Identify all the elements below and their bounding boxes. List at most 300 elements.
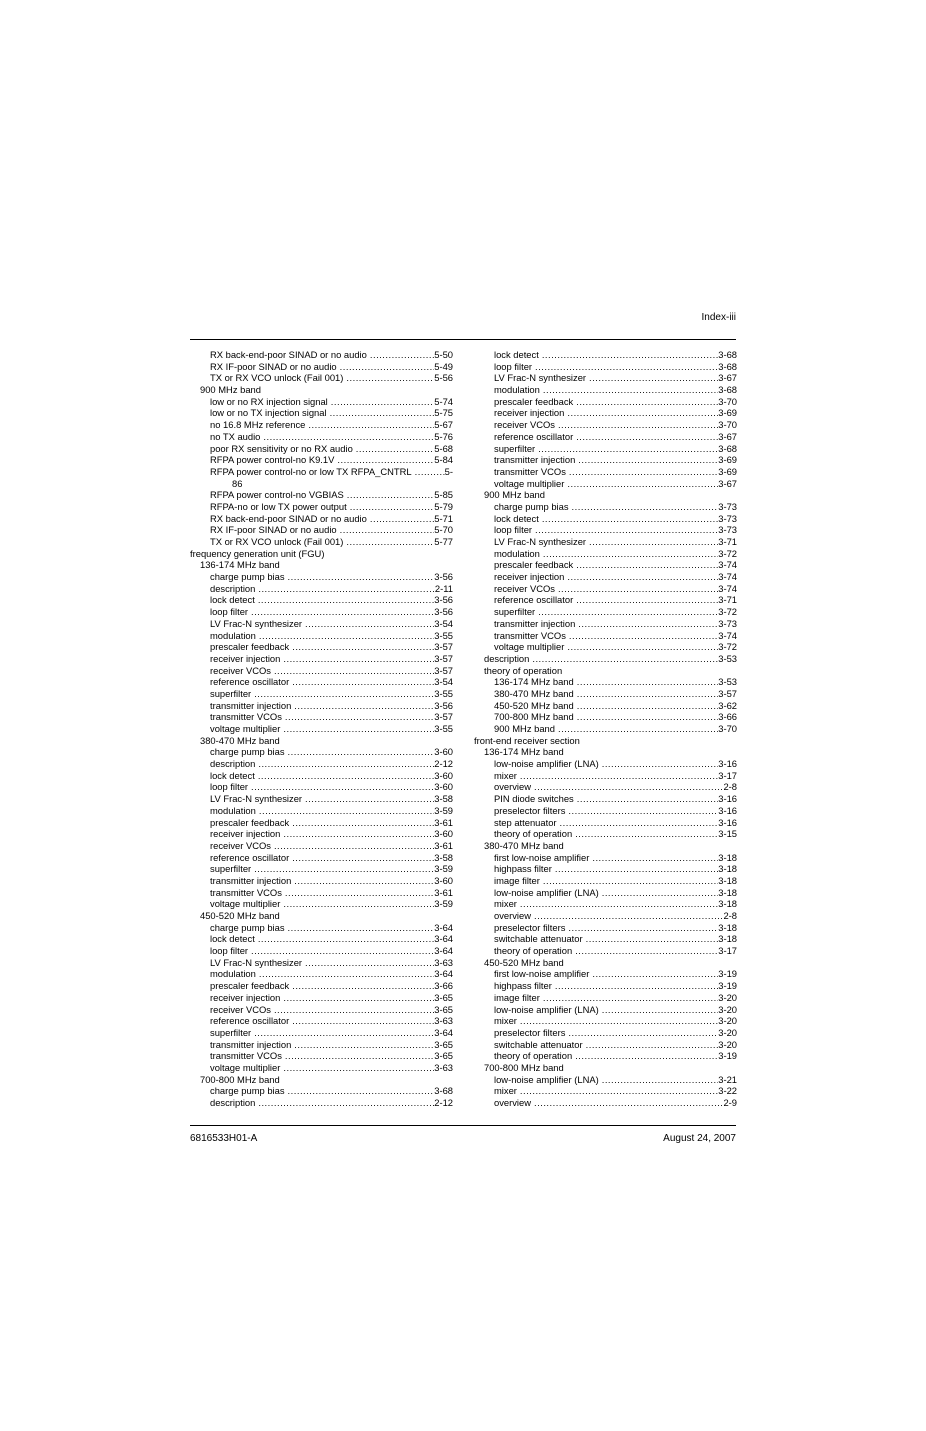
index-entry — [190, 676, 453, 688]
entry-term: highpass filter — [494, 863, 552, 875]
entry-term: charge pump bias — [210, 571, 285, 583]
entry-page-ref: 3-54 — [434, 617, 453, 629]
dot-leader — [574, 711, 718, 723]
index-entry — [190, 793, 453, 805]
dot-leader — [532, 361, 718, 373]
entry-page-ref: 3-55 — [434, 723, 453, 734]
dot-leader — [517, 770, 718, 782]
entry-term: RFPA power control-no K9.1V — [210, 454, 335, 466]
index-entry — [474, 618, 737, 630]
entry-page-ref: 5-74 — [434, 395, 453, 407]
index-entry — [474, 1015, 737, 1027]
entry-page-ref: 3-60 — [434, 746, 453, 758]
index-entry — [190, 957, 453, 969]
entry-page-ref: 5- — [444, 465, 453, 477]
entry-page-ref: 3-19 — [718, 1050, 737, 1062]
entry-term: theory of operation — [494, 828, 573, 840]
entry-page-ref: 3-71 — [718, 594, 737, 606]
index-entry — [474, 431, 737, 443]
index-entry — [474, 1050, 737, 1062]
entry-page-ref: 5-75 — [434, 407, 453, 419]
entry-term: front-end receiver section — [474, 734, 580, 746]
page-label: Index-iii — [701, 312, 736, 323]
entry-term: prescaler feedback — [210, 980, 290, 992]
index-entry — [190, 384, 453, 396]
index-entry — [190, 875, 453, 887]
index-entry — [474, 805, 737, 817]
index-entry — [474, 571, 737, 583]
index-entry — [190, 805, 453, 817]
index-entry — [474, 372, 737, 384]
index-entry — [474, 887, 737, 899]
dot-leader — [255, 594, 434, 606]
entry-page-ref: 3-72 — [718, 606, 737, 618]
index-entry — [474, 793, 737, 805]
dot-leader — [564, 641, 718, 653]
entry-term: mixer — [494, 1015, 517, 1027]
dot-leader — [573, 559, 718, 571]
entry-page-ref: 3-22 — [718, 1085, 737, 1097]
index-entry — [190, 828, 453, 840]
dot-leader — [552, 980, 718, 992]
entry-term: charge pump bias — [210, 921, 285, 933]
dot-leader — [302, 618, 434, 630]
dot-leader — [291, 700, 434, 712]
dot-leader — [557, 817, 719, 829]
dot-leader — [552, 863, 718, 875]
index-entry — [474, 489, 737, 501]
index-entry — [190, 1015, 453, 1027]
entry-term: receiver injection — [210, 991, 281, 1003]
entry-page-ref: 3-18 — [718, 921, 737, 933]
entry-term: reference oscillator — [210, 676, 290, 688]
dot-leader — [280, 828, 434, 840]
dot-leader — [564, 478, 718, 490]
dot-leader — [565, 922, 718, 934]
entry-page-ref: 3-68 — [718, 349, 737, 360]
entry-term: transmitter VCOs — [494, 465, 566, 477]
index-entry — [474, 840, 737, 852]
index-entry — [190, 817, 453, 829]
entry-term: modulation — [210, 804, 256, 816]
dot-leader — [248, 781, 434, 793]
index-entry — [474, 443, 737, 455]
entry-term: RX back-end-poor SINAD or no audio — [210, 512, 367, 524]
dot-leader — [282, 711, 434, 723]
entry-page-ref: 3-18 — [718, 863, 737, 875]
index-entry — [474, 968, 737, 980]
index-entry — [190, 594, 453, 606]
index-entry — [190, 349, 453, 361]
index-entry — [190, 466, 453, 478]
index-entry — [190, 665, 453, 677]
entry-term: modulation — [494, 547, 540, 559]
index-entry — [190, 922, 453, 934]
entry-page-ref: 5-76 — [434, 430, 453, 442]
index-entry — [190, 770, 453, 782]
entry-page-ref: 3-65 — [434, 1050, 453, 1062]
entry-term: TX or RX VCO unlock (Fail 001) — [210, 372, 344, 384]
entry-page-ref: 3-65 — [434, 1038, 453, 1050]
dot-leader — [589, 968, 718, 980]
entry-page-ref: 3-72 — [718, 641, 737, 653]
dot-leader — [280, 723, 434, 735]
entry-term: TX or RX VCO unlock (Fail 001) — [210, 536, 344, 547]
entry-term: 136-174 MHz band — [494, 676, 574, 688]
dot-leader — [412, 466, 445, 478]
index-entry — [190, 606, 453, 618]
entry-term: prescaler feedback — [494, 395, 574, 407]
entry-term: overview — [494, 781, 531, 793]
index-entry — [474, 817, 737, 829]
dot-leader — [555, 583, 718, 595]
dot-leader — [583, 933, 719, 945]
entry-page-ref: 3-68 — [718, 360, 737, 372]
index-entry — [190, 933, 453, 945]
index-entry — [474, 1097, 737, 1109]
entry-term: 900 MHz band — [484, 489, 545, 501]
entry-page-ref: 3-60 — [434, 874, 453, 886]
dot-leader — [517, 1015, 718, 1027]
entry-term: LV Frac-N synthesizer — [210, 793, 303, 805]
entry-term: transmitter VCOs — [210, 711, 282, 723]
entry-page-ref: 3-74 — [718, 571, 737, 583]
entry-page-ref: 5-68 — [434, 442, 453, 454]
entry-term: image filter — [494, 991, 540, 1003]
entry-page-ref: 2-9 — [723, 1097, 737, 1108]
entry-page-ref: 3-65 — [434, 1003, 453, 1015]
entry-term: receiver injection — [494, 571, 565, 583]
entry-term: receiver VCOs — [210, 664, 271, 676]
dot-leader — [572, 945, 718, 957]
entry-term: low-noise amplifier (LNA) — [494, 886, 599, 898]
dot-leader — [574, 700, 718, 712]
entry-term: lock detect — [210, 769, 255, 781]
index-entry — [474, 700, 737, 712]
entry-term: transmitter VCOs — [210, 886, 282, 898]
entry-term: RFPA power control-no or low TX RFPA_CNTRL — [210, 465, 412, 477]
entry-page-ref: 3-18 — [718, 851, 737, 863]
dot-leader — [555, 723, 718, 735]
entry-term: transmitter injection — [494, 454, 576, 466]
entry-page-ref: 3-59 — [434, 863, 453, 875]
dot-leader — [255, 583, 435, 595]
index-entry — [474, 898, 737, 910]
dot-leader — [531, 1097, 723, 1109]
entry-page-ref: 5-56 — [434, 372, 453, 384]
entry-term: 450-520 MHz band — [484, 956, 564, 968]
index-entry — [474, 641, 737, 653]
dot-leader — [271, 840, 434, 852]
entry-page-ref: 3-16 — [718, 816, 737, 828]
entry-page-ref: 3-57 — [718, 687, 737, 699]
entry-page-ref: 3-55 — [434, 629, 453, 641]
entry-term: 380-470 MHz band — [494, 687, 574, 699]
index-entry — [474, 396, 737, 408]
entry-page-ref: 3-62 — [718, 699, 737, 711]
entry-term: image filter — [494, 874, 540, 886]
entry-page-ref: 3-63 — [434, 1015, 453, 1027]
dot-leader — [282, 1050, 434, 1062]
index-entry — [190, 653, 453, 665]
dot-leader — [285, 922, 435, 934]
entry-page-ref: 3-21 — [718, 1073, 737, 1085]
index-entry — [474, 933, 737, 945]
dot-leader — [565, 805, 718, 817]
entry-page-ref: 3-60 — [434, 781, 453, 793]
entry-page-ref: 3-20 — [718, 1026, 737, 1038]
index-entry — [190, 781, 453, 793]
entry-term: prescaler feedback — [494, 559, 574, 571]
index-entry — [474, 1004, 737, 1016]
entry-term: overview — [494, 910, 531, 921]
entry-term: transmitter injection — [210, 1038, 292, 1050]
entry-term: poor RX sensitivity or no RX audio — [210, 442, 353, 454]
entry-term: receiver VCOs — [210, 839, 271, 851]
entry-term: loop filter — [210, 781, 249, 793]
entry-term: charge pump bias — [494, 500, 569, 512]
entry-term: lock detect — [210, 594, 255, 606]
index-entry — [190, 992, 453, 1004]
entry-term: superfilter — [494, 442, 536, 454]
entry-page-ref: 3-16 — [718, 804, 737, 816]
index-entry — [474, 536, 737, 548]
dot-leader — [573, 594, 718, 606]
entry-page-ref: 3-65 — [434, 991, 453, 1003]
dot-leader — [599, 887, 719, 899]
entry-page-ref: 5-77 — [434, 536, 453, 547]
entry-term: loop filter — [210, 945, 249, 957]
dot-leader — [572, 1050, 718, 1062]
dot-leader — [599, 1004, 719, 1016]
entry-page-ref: 3-56 — [434, 571, 453, 583]
dot-leader — [517, 898, 718, 910]
entry-page-ref: 3-64 — [434, 968, 453, 980]
index-entry — [190, 513, 453, 525]
entry-page-ref: 3-57 — [434, 641, 453, 653]
dot-leader — [353, 443, 434, 455]
index-entry — [474, 466, 737, 478]
index-entry — [190, 618, 453, 630]
dot-leader — [280, 898, 434, 910]
index-entry — [190, 407, 453, 419]
dot-leader — [251, 1027, 434, 1039]
entry-term: low or no TX injection signal — [210, 407, 327, 419]
entry-term: 136-174 MHz band — [484, 746, 564, 758]
index-entry — [190, 419, 453, 431]
entry-term: charge pump bias — [210, 1085, 285, 1097]
entry-page-ref: 3-64 — [434, 933, 453, 945]
entry-page-ref: 3-73 — [718, 512, 737, 524]
dot-leader — [271, 1004, 434, 1016]
dot-leader — [289, 852, 434, 864]
dot-leader — [248, 945, 434, 957]
index-entry — [190, 1004, 453, 1016]
entry-page-ref: 3-63 — [434, 1061, 453, 1073]
entry-page-ref: 3-63 — [434, 956, 453, 968]
index-entry — [474, 688, 737, 700]
entry-page-ref: 3-18 — [718, 933, 737, 945]
dot-leader — [572, 828, 718, 840]
dot-leader — [343, 372, 434, 384]
entry-term: description — [210, 1097, 256, 1108]
entry-page-ref: 5-49 — [434, 360, 453, 372]
entry-page-ref: 3-19 — [718, 980, 737, 992]
index-entry — [474, 454, 737, 466]
entry-term: RFPA-no or low TX power output — [210, 500, 347, 512]
entry-term: charge pump bias — [210, 746, 285, 758]
entry-term: description — [210, 582, 256, 594]
dot-leader — [532, 524, 718, 536]
entry-term: LV Frac-N synthesizer — [210, 617, 303, 629]
entry-term: 380-470 MHz band — [484, 839, 564, 851]
dot-leader — [302, 957, 434, 969]
index-entry — [474, 980, 737, 992]
entry-page-ref: 3-73 — [718, 617, 737, 629]
dot-leader — [565, 1027, 718, 1039]
entry-term: no TX audio — [210, 430, 261, 442]
index-entry — [190, 630, 453, 642]
dot-leader — [260, 431, 434, 443]
index-entry — [190, 980, 453, 992]
index-entry — [190, 700, 453, 712]
index-entry — [190, 723, 453, 735]
entry-page-ref: 3-58 — [434, 793, 453, 805]
index-entry — [190, 524, 453, 536]
dot-leader — [248, 606, 434, 618]
index-entry — [474, 478, 737, 490]
entry-term: lock detect — [210, 933, 255, 945]
index-entry — [190, 571, 453, 583]
entry-page-ref: 3-55 — [434, 687, 453, 699]
entry-term: switchable attenuator — [494, 1038, 583, 1050]
entry-term: receiver VCOs — [494, 582, 555, 594]
index-entry — [474, 653, 737, 665]
index-entry — [190, 910, 453, 922]
dot-leader — [535, 443, 718, 455]
entry-term: superfilter — [494, 606, 536, 618]
entry-term: receiver injection — [210, 828, 281, 840]
index-entry — [474, 723, 737, 735]
dot-leader — [575, 454, 718, 466]
entry-term: LV Frac-N synthesizer — [494, 536, 587, 547]
entry-term: receiver injection — [494, 407, 565, 419]
dot-leader — [529, 653, 718, 665]
entry-term: preselector filters — [494, 921, 566, 933]
entry-page-ref: 3-69 — [718, 454, 737, 466]
entry-page-ref: 3-20 — [718, 1038, 737, 1050]
dot-leader — [573, 431, 718, 443]
entry-page-ref: 3-20 — [718, 1003, 737, 1015]
entry-term: reference oscillator — [210, 851, 290, 863]
header-rule — [190, 339, 736, 340]
entry-page-ref: 3-56 — [434, 699, 453, 711]
dot-leader — [540, 992, 718, 1004]
index-entry — [474, 524, 737, 536]
entry-page-ref: 3-67 — [718, 477, 737, 489]
dot-leader — [531, 781, 723, 793]
index-entry — [190, 863, 453, 875]
entry-page-ref: 3-59 — [434, 898, 453, 910]
footer-rule — [190, 1125, 736, 1126]
entry-page-ref: 5-50 — [434, 349, 453, 360]
index-entry — [474, 863, 737, 875]
entry-page-ref: 3-19 — [718, 968, 737, 980]
dot-leader — [291, 875, 434, 887]
dot-leader — [540, 875, 718, 887]
entry-page-ref: 3-56 — [434, 606, 453, 618]
index-entry — [474, 349, 737, 361]
entry-term: prescaler feedback — [210, 816, 290, 828]
entry-page-ref: 3-56 — [434, 594, 453, 606]
entry-term: loop filter — [494, 360, 533, 372]
entry-term: loop filter — [210, 606, 249, 618]
entry-term: lock detect — [494, 512, 539, 524]
dot-leader — [540, 384, 718, 396]
index-entry — [474, 770, 737, 782]
entry-page-ref: 3-61 — [434, 816, 453, 828]
entry-term: 900 MHz band — [200, 384, 261, 396]
entry-term: 450-520 MHz band — [494, 699, 574, 711]
dot-leader — [573, 396, 718, 408]
entry-term: theory of operation — [494, 1050, 573, 1062]
index-entry — [474, 781, 737, 793]
index-entry — [190, 559, 453, 571]
entry-page-ref: 2-12 — [434, 1097, 453, 1108]
entry-page-ref: 3-20 — [718, 991, 737, 1003]
dot-leader — [599, 758, 719, 770]
entry-term: switchable attenuator — [494, 933, 583, 945]
doc-number: 6816533H01-A — [190, 1133, 258, 1144]
entry-term: mixer — [494, 1085, 517, 1097]
index-entry — [190, 1050, 453, 1062]
entry-term: receiver injection — [210, 652, 281, 664]
dot-leader — [255, 770, 434, 782]
entry-page-ref: 3-58 — [434, 851, 453, 863]
entry-term: RFPA power control-no VGBIAS — [210, 489, 344, 501]
dot-leader — [328, 396, 434, 408]
index-entry — [474, 1039, 737, 1051]
entry-term: mixer — [494, 769, 517, 781]
entry-term: modulation — [210, 629, 256, 641]
entry-page-ref: 2-12 — [434, 758, 453, 770]
entry-term: voltage multiplier — [494, 477, 565, 489]
index-entry — [190, 1027, 453, 1039]
index-entry — [190, 1039, 453, 1051]
entry-term: theory of operation — [494, 945, 573, 957]
entry-page-ref: 3-70 — [718, 395, 737, 407]
entry-term: overview — [494, 1097, 531, 1108]
index-entry — [474, 910, 737, 922]
entry-page-ref: 3-68 — [718, 384, 737, 396]
dot-leader — [255, 933, 434, 945]
index-column-right — [474, 349, 737, 1109]
entry-page-ref: 3-18 — [718, 874, 737, 886]
dot-leader — [343, 536, 434, 548]
entry-term: reference oscillator — [494, 594, 574, 606]
entry-page-ref: 3-74 — [718, 629, 737, 641]
index-entry — [190, 583, 453, 595]
entry-term: RX IF-poor SINAD or no audio — [210, 524, 337, 536]
dot-leader — [256, 968, 434, 980]
entry-term: 450-520 MHz band — [200, 910, 280, 921]
entry-page-ref: 3-64 — [434, 945, 453, 957]
entry-page-ref: 3-15 — [718, 828, 737, 840]
dot-leader — [327, 407, 435, 419]
dot-leader — [282, 887, 434, 899]
entry-page-ref: 3-59 — [434, 804, 453, 816]
entry-term: reference oscillator — [210, 1015, 290, 1027]
